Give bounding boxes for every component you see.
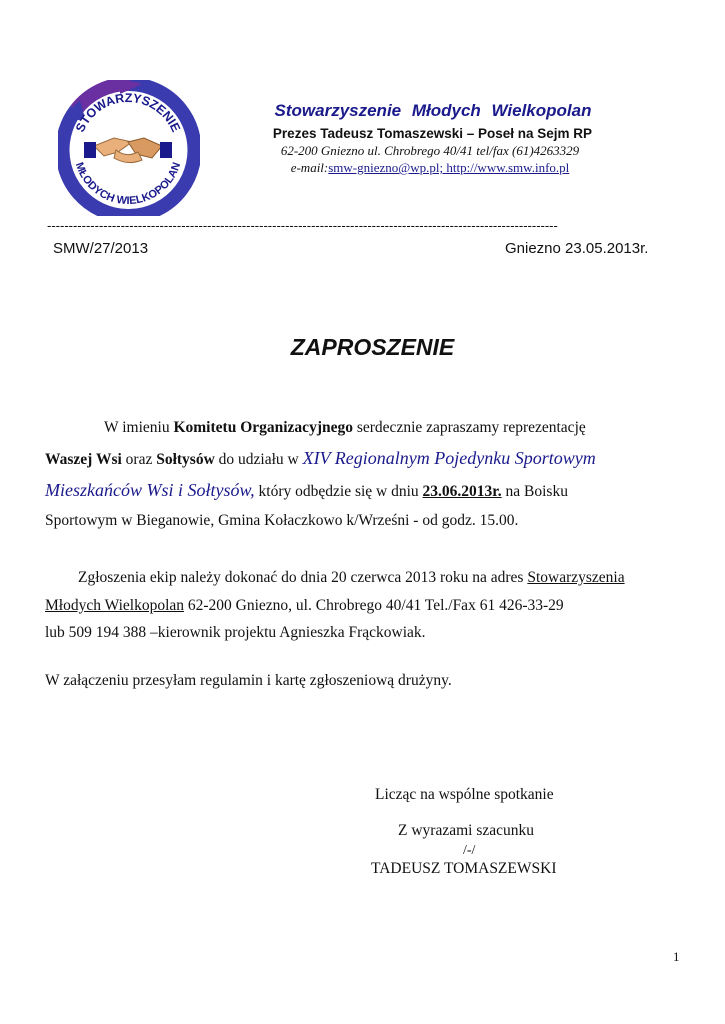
- paragraph-1-line-1: [104, 419, 586, 437]
- organization-name: Stowarzyszenie Młodych Wielkopolan: [274, 101, 592, 120]
- closing-line: Licząc na wspólne spotkanie: [375, 786, 554, 803]
- regards-line: Z wyrazami szacunku: [398, 822, 534, 839]
- paragraph-1-line-3: [45, 480, 568, 501]
- letter-date: Gniezno 23.05.2013r.: [505, 240, 649, 257]
- contact-line: [230, 160, 630, 176]
- text-run: 62-200 Gniezno, ul. Chrobrego 40/41 Tel./Fax 61 426-33-29: [184, 597, 564, 614]
- event-date: 23.06.2013r.: [422, 483, 502, 500]
- logo-top-text: STOWARZYSZENIE: [73, 90, 183, 135]
- signer-name: TADEUSZ TOMASZEWSKI: [371, 860, 557, 877]
- organization-logo: [58, 80, 200, 216]
- president-line: Prezes Tadeusz Tomaszewski – Poseł na Sejm RP: [272, 126, 593, 141]
- event-name-continued: Mieszkańców Wsi i Sołtysów,: [45, 480, 255, 500]
- text-run: oraz: [121, 451, 157, 468]
- committee-name: Komitetu Organizacyjnego: [173, 419, 353, 436]
- email-prefix: e-mail:: [290, 160, 329, 175]
- underlined-text: Stowarzyszenia: [527, 569, 625, 586]
- signature-mark: /-/: [463, 843, 476, 858]
- text-run: do udziału w: [214, 451, 303, 468]
- underlined-text: Młodych Wielkopolan: [45, 597, 185, 614]
- text-run: Zgłoszenia ekip należy dokonać do dnia 20 czerwca 2013 roku na adres: [78, 569, 528, 586]
- address-line: 62-200 Gniezno ul. Chrobrego 40/41 tel/fax (61)4263329: [280, 143, 580, 158]
- reference-number: SMW/27/2013: [53, 240, 149, 257]
- paragraph-2-line-2: [45, 597, 564, 615]
- paragraph-2-line-1: [78, 569, 625, 587]
- paragraph-1-line-2: [45, 448, 596, 469]
- logo-bottom-text: MŁODYCH WIELKOPOLAN: [72, 160, 184, 208]
- paragraph-2-line-3: lub 509 194 388 –kierownik projektu Agnieszka Frąckowiak.: [45, 624, 426, 641]
- document-title: ZAPROSZENIE: [290, 334, 455, 360]
- text-run: serdecznie zapraszamy reprezentację: [352, 419, 586, 436]
- text-run: który odbędzie się w dniu: [254, 483, 423, 500]
- text-run: na Boisku: [501, 483, 568, 500]
- paragraph-1-line-4: Sportowym w Bieganowie, Gmina Kołaczkowo k/Wrześni - od godz. 15.00.: [45, 512, 519, 529]
- header-separator: ----------------------------------------------------------------------------------------------------------------------: [47, 218, 558, 233]
- paragraph-3: W załączeniu przesyłam regulamin i kartę zgłoszeniową drużyny.: [45, 672, 452, 689]
- emphasis-text: Waszej Wsi: [45, 451, 122, 468]
- emphasis-text: Sołtysów: [156, 451, 215, 468]
- event-name: XIV Regionalnym Pojedynku Sportowym: [302, 448, 596, 468]
- page-number: 1: [673, 949, 680, 964]
- text-run: W imieniu: [104, 419, 174, 436]
- email-website-link[interactable]: smw-gniezno@wp.pl; http://www.smw.info.pl: [328, 160, 570, 175]
